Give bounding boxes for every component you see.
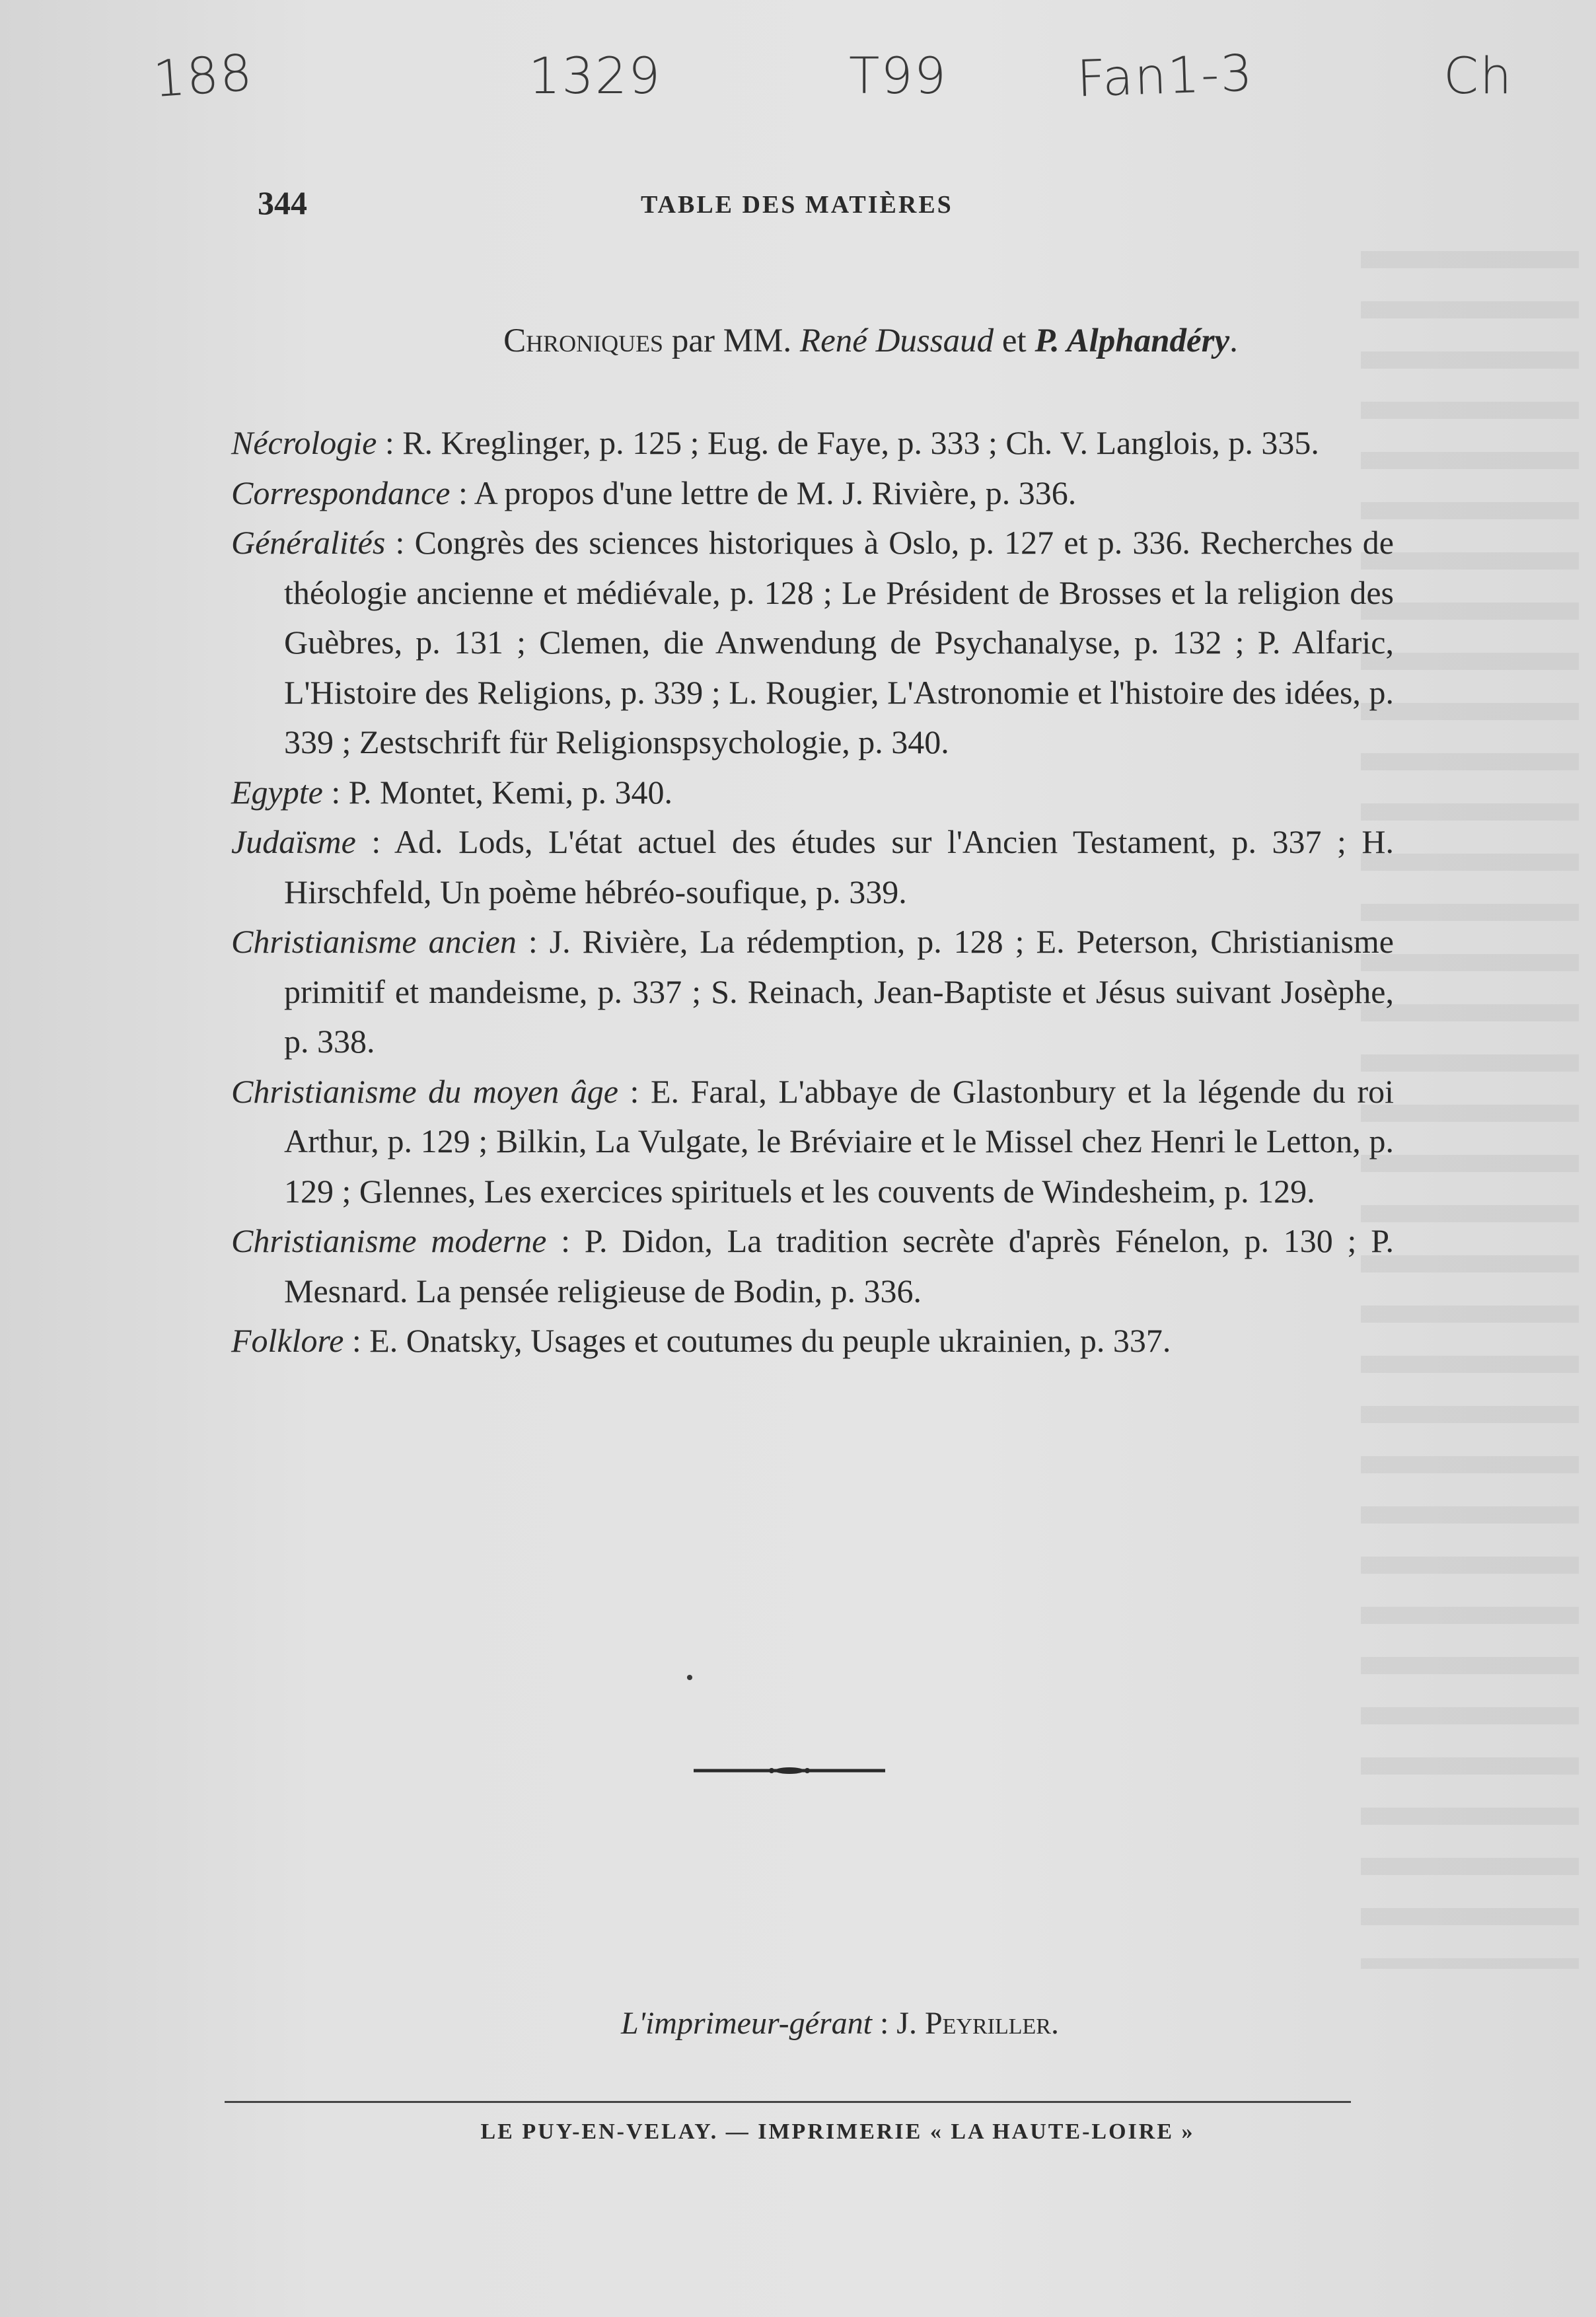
page-number: 344 [258, 184, 307, 221]
title-middle: par MM. [663, 322, 800, 359]
entry-text: : Congrès des sciences historiques à Oslo, p. 127 et p. 336. Recherches de théologie ancienne et médiévale, p. 128 ; Le Président de Brosses et la religion des Guèbres, p. 131 ; Clemen, die Anwendung de Psychanalyse, p. 132 ; P. Alfaric, L'Histoire des Religions, p. 339 ; L. Rougier, L'Astronomie et l'histoire des idées, p. 339 ; Zestschrift für Religionspsychologie, p. 340. [284, 524, 1394, 760]
imprimeur-end: . [1051, 2006, 1059, 2041]
handwritten-note: Fan1-3 [1075, 43, 1255, 108]
imprimeur-line [621, 2005, 1059, 2041]
title-conj: et [994, 322, 1035, 359]
handwritten-note: 1329 [528, 46, 662, 105]
author-name: P. Alphandéry [1034, 322, 1230, 359]
author-name: René Dussaud [799, 322, 994, 359]
entry-label: Christianisme du moyen âge [231, 1072, 618, 1110]
entry-label: Folklore [231, 1322, 344, 1359]
entry-text: : Ad. Lods, L'état actuel des études sur l'Ancien Testament, p. 337 ; H. Hirschfeld, Un poème hébréo-soufique, p. 339. [284, 823, 1394, 910]
entry-label: Judaïsme [231, 823, 356, 860]
imprimeur-label: L'imprimeur-gérant [621, 2006, 872, 2041]
ornament-divider [694, 1764, 885, 1777]
list-item [231, 1067, 1394, 1217]
ink-dot [687, 1675, 692, 1680]
title-end: . [1229, 322, 1238, 359]
entry-text: : J. Rivière, La rédemption, p. 128 ; E. Peterson, Christianisme primitif et mandeisme, p. 337 ; S. Reinach, Jean-Baptiste et Jésus suivant Josèphe, p. 338. [284, 923, 1394, 1060]
handwritten-note: 188 [151, 42, 255, 109]
entry-text: : E. Onatsky, Usages et coutumes du peuple ukrainien, p. 337. [344, 1322, 1171, 1359]
entry-text: : P. Montet, Kemi, p. 340. [322, 773, 673, 811]
entry-label: Nécrologie [231, 424, 377, 461]
entry-label: Egypte [231, 773, 323, 811]
list-item [231, 468, 1394, 519]
list-item [231, 1316, 1394, 1366]
entry-text: : R. Kreglinger, p. 125 ; Eug. de Faye, p. 333 ; Ch. V. Langlois, p. 335. [377, 424, 1319, 461]
list-item [231, 768, 1394, 818]
imprimeur-name: Peyriller [924, 2006, 1051, 2041]
entry-label: Correspondance [231, 474, 451, 511]
list-item [231, 418, 1394, 468]
entry-text: : A propos d'une lettre de M. J. Rivière, p. 336. [450, 474, 1077, 511]
section-title [0, 322, 1596, 360]
entry-label: Généralités [231, 524, 386, 561]
imprimeur-sep: : J. [871, 2006, 925, 2041]
running-head: TABLE DES MATIÈRES [641, 191, 953, 219]
entry-text: : P. Didon, La tradition secrète d'après Fénelon, p. 130 ; P. Mesnard. La pensée religieuse de Bodin, p. 336. [284, 1222, 1394, 1309]
handwritten-note: Ch [1443, 46, 1513, 105]
title-prefix: Chroniques [503, 322, 664, 359]
list-item [231, 518, 1394, 768]
list-item [231, 1216, 1394, 1316]
entry-list [231, 418, 1394, 1366]
handwritten-note: T99 [849, 46, 948, 105]
entry-text: : E. Faral, L'abbaye de Glastonbury et la légende du roi Arthur, p. 129 ; Bilkin, La Vulgate, le Bréviaire et le Missel chez Henri le Letton, p. 129 ; Glennes, Les exercices spirituels et les couvents de Windesheim, p. 129. [284, 1072, 1395, 1210]
list-item [231, 917, 1394, 1067]
list-item [231, 817, 1394, 917]
entry-label: Christianisme ancien [231, 923, 517, 960]
printer-footer: LE PUY-EN-VELAY. — IMPRIMERIE « LA HAUTE-LOIRE » [480, 2119, 1195, 2144]
entry-label: Christianisme moderne [231, 1222, 547, 1259]
footer-rule [225, 2101, 1351, 2103]
